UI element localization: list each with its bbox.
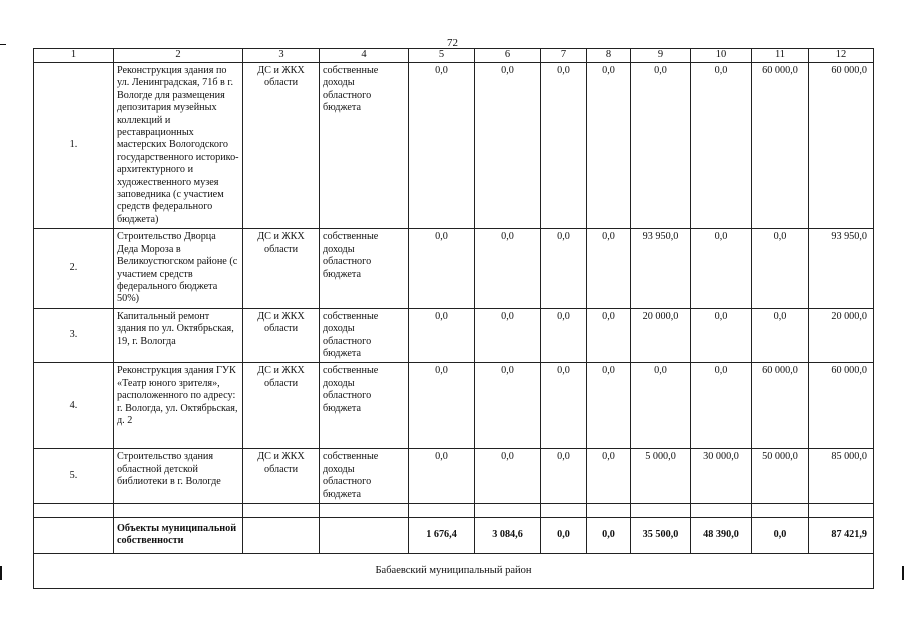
value-cell: 0,0 [691, 308, 752, 363]
value-cell: 0,0 [587, 308, 631, 363]
responsible-body: ДС и ЖКХ области [243, 363, 320, 449]
responsible-body: ДС и ЖКХ области [243, 449, 320, 504]
column-header: 7 [541, 49, 587, 63]
scan-mark [902, 566, 904, 580]
value-cell: 0,0 [587, 63, 631, 229]
value-cell: 0,0 [541, 449, 587, 504]
total-value-cell: 87 421,9 [809, 517, 874, 553]
empty-cell [409, 503, 475, 517]
column-header: 12 [809, 49, 874, 63]
scan-mark [0, 566, 2, 580]
table-row [34, 308, 874, 363]
empty-cell [691, 503, 752, 517]
total-value-cell: 0,0 [541, 517, 587, 553]
page-number: 72 [447, 37, 458, 49]
section-title: Бабаевский муниципальный район [34, 553, 874, 588]
column-header: 6 [475, 49, 541, 63]
value-cell: 0,0 [409, 449, 475, 504]
empty-cell [809, 503, 874, 517]
value-cell: 0,0 [541, 363, 587, 449]
column-header: 11 [752, 49, 809, 63]
municipal-total-label: Объекты муниципальной собственности [114, 517, 243, 553]
value-cell: 0,0 [752, 308, 809, 363]
value-cell: 0,0 [587, 229, 631, 308]
table-body [34, 49, 874, 589]
empty-cell [114, 503, 243, 517]
empty-cell [34, 517, 114, 553]
row-number: 2. [34, 229, 114, 308]
value-cell: 0,0 [631, 63, 691, 229]
funding-source: собственные доходы областного бюджета [320, 63, 409, 229]
total-value-cell: 35 500,0 [631, 517, 691, 553]
value-cell: 0,0 [631, 363, 691, 449]
funding-source: собственные доходы областного бюджета [320, 449, 409, 504]
value-cell: 60 000,0 [809, 63, 874, 229]
object-name: Реконструкция здания по ул. Ленинградская, 71б в г. Вологде для размещения депозитария музейных коллекций и реставрационных мастерских Вологодского государственного историко-архитектурного и художественного музея заповедника (с участием средств федерального бюджета) [114, 63, 243, 229]
value-cell: 0,0 [475, 363, 541, 449]
object-name: Реконструкция здания ГУК «Театр юного зрителя», расположенного по адресу: г. Вологда, ул. Октябрьская, д. 2 [114, 363, 243, 449]
scan-mark [0, 44, 6, 45]
row-number: 4. [34, 363, 114, 449]
responsible-body: ДС и ЖКХ области [243, 229, 320, 308]
row-number: 1. [34, 63, 114, 229]
row-number: 5. [34, 449, 114, 504]
value-cell: 50 000,0 [752, 449, 809, 504]
empty-cell [243, 503, 320, 517]
empty-cell [320, 517, 409, 553]
value-cell: 60 000,0 [809, 363, 874, 449]
value-cell: 0,0 [475, 308, 541, 363]
column-header: 10 [691, 49, 752, 63]
empty-cell [243, 517, 320, 553]
funding-source: собственные доходы областного бюджета [320, 229, 409, 308]
table-row [34, 449, 874, 504]
column-header: 4 [320, 49, 409, 63]
empty-cell [475, 503, 541, 517]
value-cell: 0,0 [691, 63, 752, 229]
table-row [34, 63, 874, 229]
table-row [34, 363, 874, 449]
column-header: 9 [631, 49, 691, 63]
total-value-cell: 48 390,0 [691, 517, 752, 553]
object-name: Строительство здания областной детской библиотеки в г. Вологде [114, 449, 243, 504]
value-cell: 60 000,0 [752, 363, 809, 449]
object-name: Строительство Дворца Деда Мороза в Великоустюгском районе (с участием средств федерального бюджета 50%) [114, 229, 243, 308]
value-cell: 0,0 [475, 229, 541, 308]
funding-source: собственные доходы областного бюджета [320, 363, 409, 449]
column-header: 8 [587, 49, 631, 63]
empty-cell [320, 503, 409, 517]
empty-cell [34, 503, 114, 517]
value-cell: 0,0 [409, 63, 475, 229]
value-cell: 0,0 [691, 363, 752, 449]
value-cell: 0,0 [541, 308, 587, 363]
total-value-cell: 0,0 [587, 517, 631, 553]
section-row [34, 553, 874, 588]
municipal-total-row [34, 517, 874, 553]
value-cell: 0,0 [475, 63, 541, 229]
table-row [34, 229, 874, 308]
value-cell: 0,0 [475, 449, 541, 504]
column-number-row [34, 49, 874, 63]
value-cell: 0,0 [587, 449, 631, 504]
value-cell: 0,0 [541, 229, 587, 308]
value-cell: 20 000,0 [631, 308, 691, 363]
value-cell: 20 000,0 [809, 308, 874, 363]
value-cell: 0,0 [691, 229, 752, 308]
value-cell: 0,0 [541, 63, 587, 229]
value-cell: 5 000,0 [631, 449, 691, 504]
value-cell: 93 950,0 [809, 229, 874, 308]
value-cell: 0,0 [587, 363, 631, 449]
empty-cell [587, 503, 631, 517]
empty-cell [752, 503, 809, 517]
value-cell: 60 000,0 [752, 63, 809, 229]
column-header: 2 [114, 49, 243, 63]
responsible-body: ДС и ЖКХ области [243, 308, 320, 363]
value-cell: 30 000,0 [691, 449, 752, 504]
empty-cell [631, 503, 691, 517]
budget-table [33, 48, 874, 589]
value-cell: 0,0 [409, 229, 475, 308]
responsible-body: ДС и ЖКХ области [243, 63, 320, 229]
total-value-cell: 1 676,4 [409, 517, 475, 553]
empty-row [34, 503, 874, 517]
value-cell: 0,0 [752, 229, 809, 308]
total-value-cell: 0,0 [752, 517, 809, 553]
funding-source: собственные доходы областного бюджета [320, 308, 409, 363]
total-value-cell: 3 084,6 [475, 517, 541, 553]
value-cell: 0,0 [409, 363, 475, 449]
row-number: 3. [34, 308, 114, 363]
value-cell: 93 950,0 [631, 229, 691, 308]
column-header: 5 [409, 49, 475, 63]
column-header: 3 [243, 49, 320, 63]
object-name: Капитальный ремонт здания по ул. Октябрьская, 19, г. Вологда [114, 308, 243, 363]
value-cell: 85 000,0 [809, 449, 874, 504]
value-cell: 0,0 [409, 308, 475, 363]
column-header: 1 [34, 49, 114, 63]
empty-cell [541, 503, 587, 517]
